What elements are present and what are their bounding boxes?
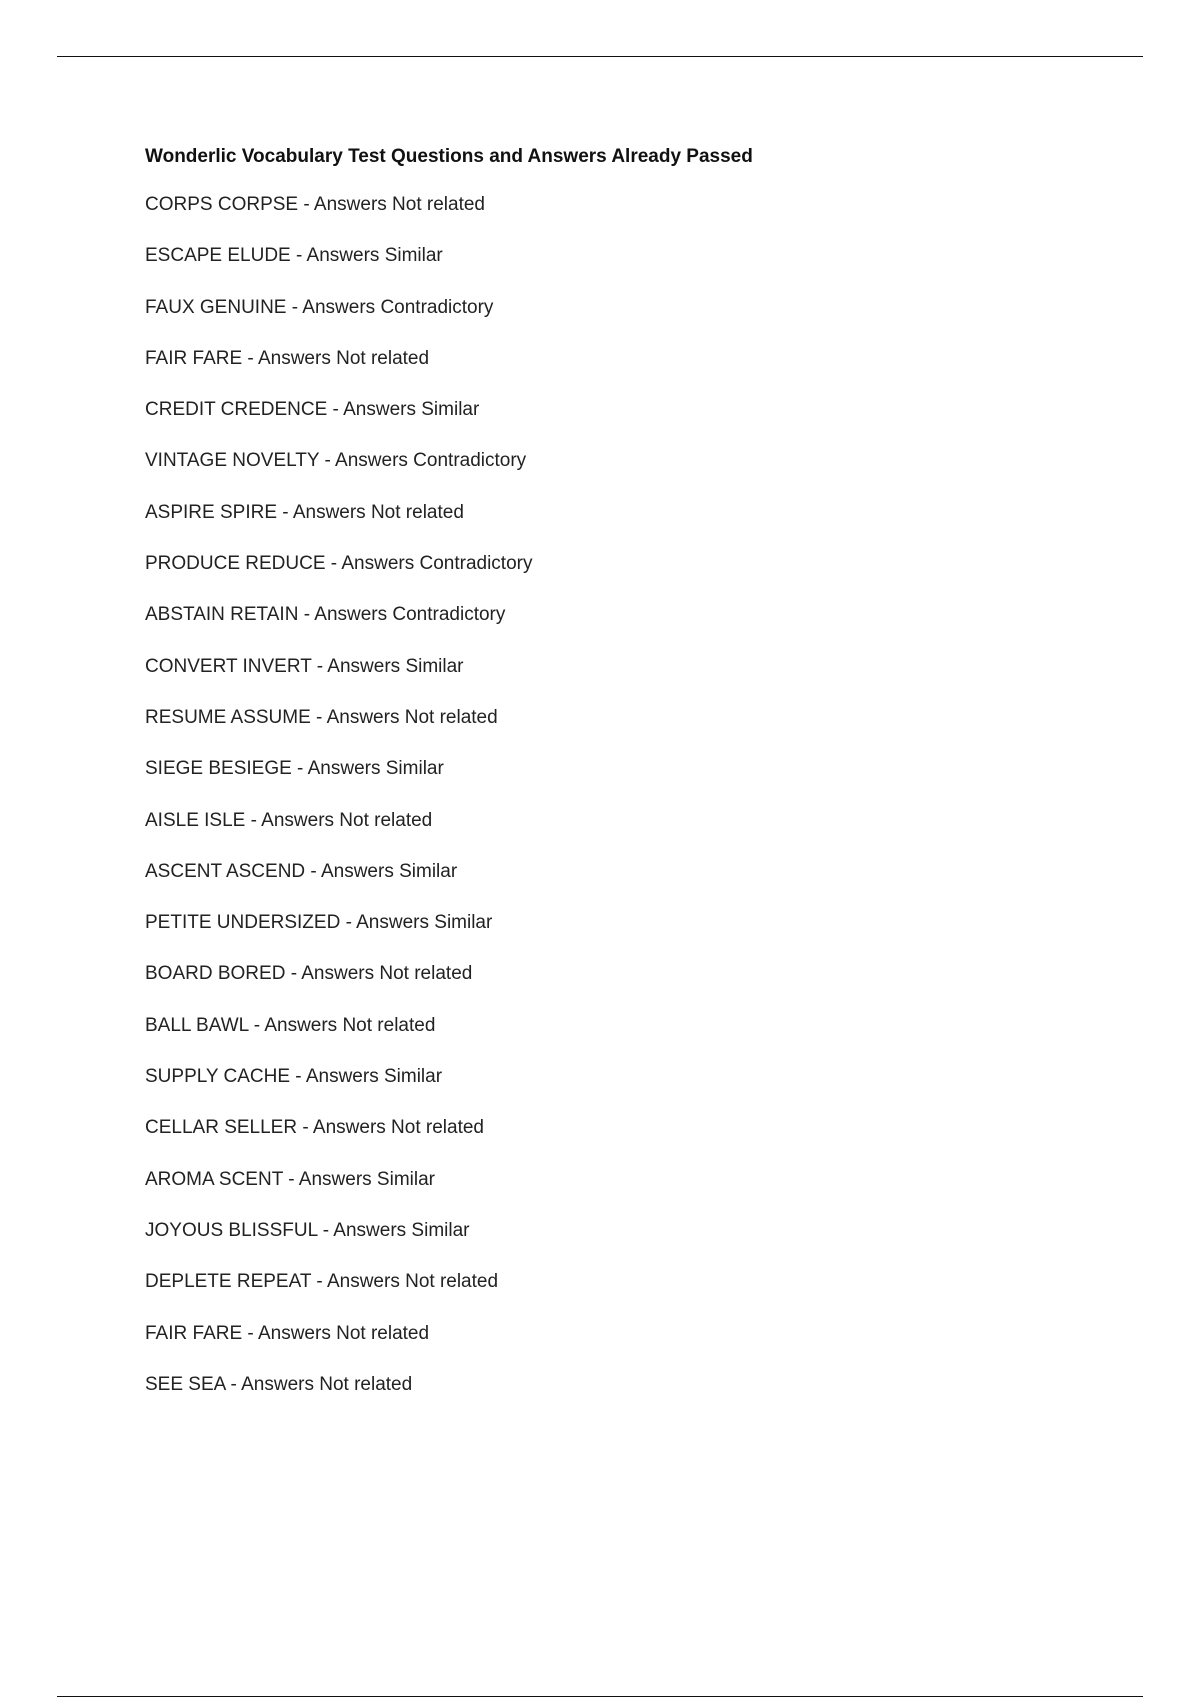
vocabulary-entry: RESUME ASSUME - Answers Not related — [145, 706, 498, 728]
vocabulary-entry: CONVERT INVERT - Answers Similar — [145, 655, 464, 677]
vocabulary-entry: PETITE UNDERSIZED - Answers Similar — [145, 912, 493, 934]
vocabulary-entry: SUPPLY CACHE - Answers Similar — [145, 1066, 443, 1088]
vocabulary-entry: SIEGE BESIEGE - Answers Similar — [145, 758, 444, 780]
vocabulary-entry: PRODUCE REDUCE - Answers Contradictory — [145, 553, 533, 575]
vocabulary-entry: ESCAPE ELUDE - Answers Similar — [145, 245, 443, 267]
vocabulary-entry: SEE SEA - Answers Not related — [145, 1373, 413, 1395]
vocabulary-entry: AROMA SCENT - Answers Similar — [145, 1168, 435, 1190]
footer-rule — [57, 1696, 1143, 1697]
vocabulary-entry: FAIR FARE - Answers Not related — [145, 347, 430, 369]
document-body — [145, 142, 1105, 1395]
vocabulary-entry: FAIR FARE - Answers Not related — [145, 1322, 430, 1344]
header-rule — [57, 56, 1143, 57]
vocabulary-entry: VINTAGE NOVELTY - Answers Contradictory — [145, 450, 527, 472]
vocabulary-entry: ASPIRE SPIRE - Answers Not related — [145, 501, 464, 523]
document-title: Wonderlic Vocabulary Test Questions and Answers Already Passed — [145, 146, 753, 167]
vocabulary-list — [145, 190, 1105, 1421]
vocabulary-entry: CELLAR SELLER - Answers Not related — [145, 1117, 484, 1139]
vocabulary-entry: BOARD BORED - Answers Not related — [145, 963, 473, 985]
vocabulary-entry: JOYOUS BLISSFUL - Answers Similar — [145, 1219, 470, 1241]
vocabulary-entry: CORPS CORPSE - Answers Not related — [145, 194, 485, 215]
vocabulary-entry: BALL BAWL - Answers Not related — [145, 1014, 436, 1036]
vocabulary-entry: ABSTAIN RETAIN - Answers Contradictory — [145, 604, 506, 626]
vocabulary-entry: CREDIT CREDENCE - Answers Similar — [145, 399, 480, 421]
vocabulary-entry: AISLE ISLE - Answers Not related — [145, 809, 433, 831]
vocabulary-entry: DEPLETE REPEAT - Answers Not related — [145, 1271, 499, 1293]
vocabulary-entry: FAUX GENUINE - Answers Contradictory — [145, 296, 494, 318]
vocabulary-entry: ASCENT ASCEND - Answers Similar — [145, 860, 458, 882]
